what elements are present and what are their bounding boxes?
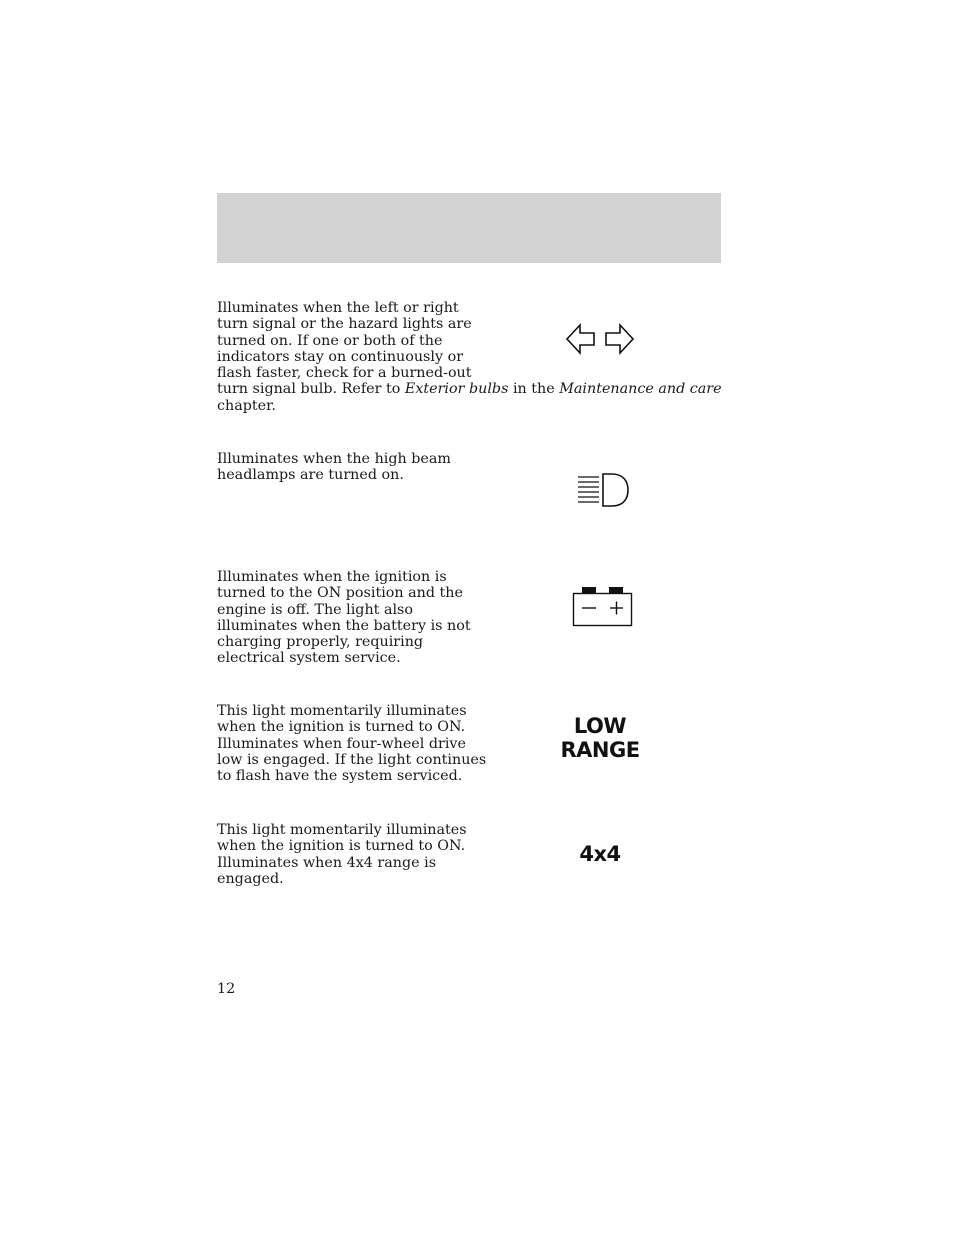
text-line: electrical system service. <box>217 650 401 667</box>
text-fragment: in the <box>508 381 560 398</box>
text-line: charging properly, requiring <box>217 634 424 651</box>
text-line: to flash have the system serviced. <box>217 768 463 785</box>
text-line: turned on. If one or both of the <box>217 332 443 349</box>
text-line: This light momentarily illuminates <box>217 822 467 838</box>
text-fragment: turn signal bulb. Refer to <box>217 381 405 398</box>
charging-system-description <box>217 569 471 667</box>
text-line: turn signal or the hazard lights are <box>217 316 472 333</box>
text-line: turned to the ON position and the <box>217 585 463 602</box>
four-by-four-indicator-label: 4x4 <box>579 842 621 866</box>
text-line: Illuminates when the high beam <box>217 451 451 467</box>
text-line <box>217 381 722 397</box>
four-by-four-description <box>217 822 467 887</box>
turn-signal-description <box>217 300 722 414</box>
text-line: engine is off. The light also <box>217 601 413 618</box>
text-line: Illuminates when four-wheel drive <box>217 735 466 752</box>
low-range-description <box>217 703 486 784</box>
exterior-bulbs-reference: Exterior bulbs <box>404 381 509 398</box>
text-line: indicators stay on continuously or <box>217 348 464 365</box>
maintenance-chapter-reference: Maintenance and care <box>559 381 722 398</box>
text-line: Illuminates when 4x4 range is <box>217 854 437 871</box>
text-line: engaged. <box>217 870 284 887</box>
text-line: when the ignition is turned to ON. <box>217 719 466 736</box>
high-beam-description <box>217 451 451 484</box>
page-number: 12 <box>217 981 236 997</box>
low-range-indicator-label <box>555 714 645 762</box>
low-range-label-line1: LOW <box>573 714 627 738</box>
text-line: chapter. <box>217 397 276 414</box>
text-line: This light momentarily illuminates <box>217 703 467 719</box>
text-line: Illuminates when the ignition is <box>217 569 447 585</box>
text-line: Illuminates when the left or right <box>217 300 459 316</box>
text-line: headlamps are turned on. <box>217 467 404 484</box>
section-header-band <box>217 193 721 263</box>
text-line: flash faster, check for a burned-out <box>217 365 472 382</box>
battery-icon <box>571 586 635 629</box>
high-beam-icon <box>576 472 632 508</box>
text-line: low is engaged. If the light continues <box>217 751 487 768</box>
turn-signal-arrows-icon <box>565 322 637 356</box>
text-line: when the ignition is turned to ON. <box>217 838 466 855</box>
text-line: illuminates when the battery is not <box>217 617 471 634</box>
low-range-label-line2: RANGE <box>560 738 640 762</box>
